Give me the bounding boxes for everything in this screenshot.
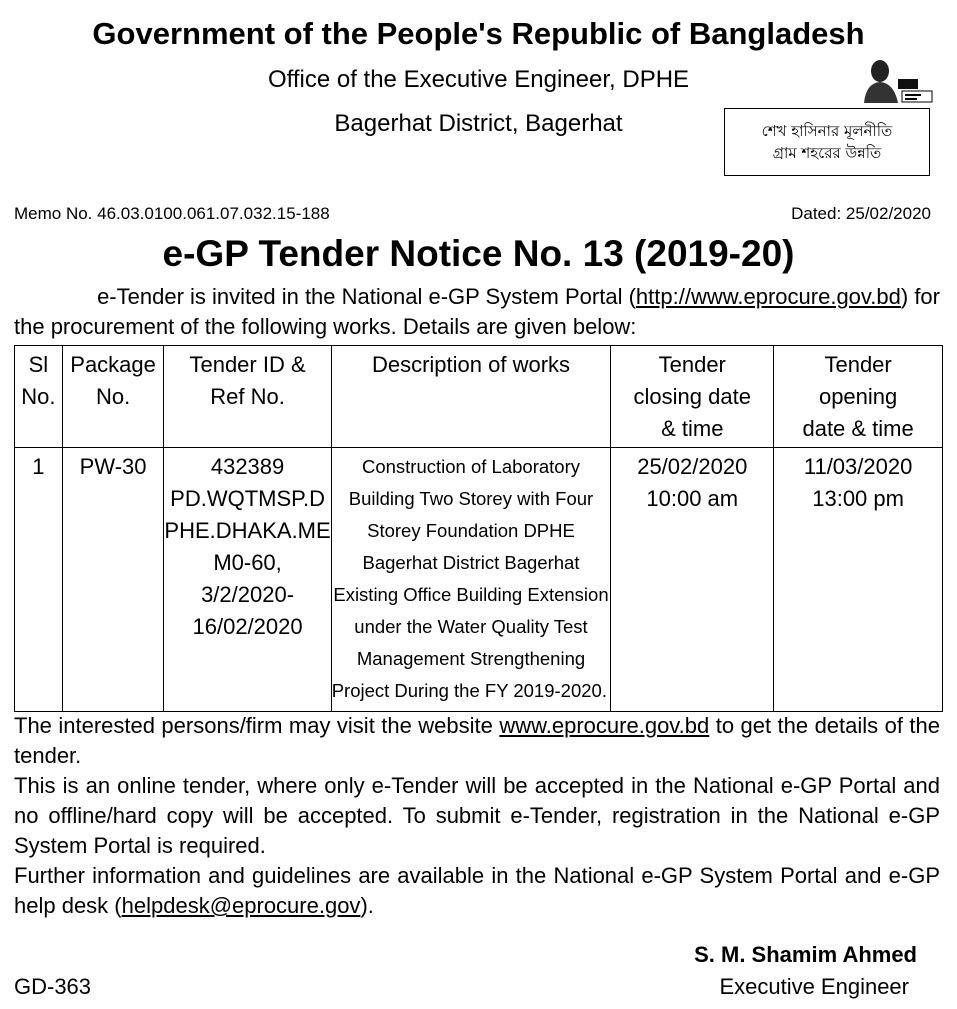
cell-description: Construction of Laboratory Building Two Storey with Four Storey Foundation DPHE Bagerhat District Bagerhat Existing Office Building Extension under the Water Quality Test Management Strengthening Project During the FY 2019-2020. (331, 448, 611, 712)
document-code: GD-363 (14, 974, 92, 999)
cell-tender-id: 432389 PD.WQTMSP.D PHE.DHAKA.ME M0-60, 3/2/2020- 16/02/2020 (164, 448, 331, 712)
helpdesk-email-link[interactable]: helpdesk@eprocure.gov (121, 893, 361, 918)
header-tender-id: Tender ID & Ref No. (164, 346, 331, 448)
slogan-line-2: গ্রাম শহরের উন্নতি (772, 144, 882, 162)
header-closing-date: Tender closing date & time (611, 346, 774, 448)
notice-title: e-GP Tender Notice No. 13 (2019-20) (162, 233, 795, 274)
cell-sl-no: 1 (15, 448, 63, 712)
footer-paragraph-3 (14, 861, 940, 921)
memo-number: Memo No. 46.03.0100.061.07.032.15-188 (14, 204, 330, 223)
office-name: Office of the Executive Engineer, DPHE (267, 66, 690, 93)
slogan-line-1: শেখ হাসিনার মূলনীতি (761, 122, 893, 140)
header-package-no: Package No. (62, 346, 164, 448)
district-name: Bagerhat District, Bagerhat (334, 110, 623, 137)
intro-text-before: e-Tender is invited in the National e-GP System Portal ( (97, 284, 636, 309)
website-link[interactable]: www.eprocure.gov.bd (499, 713, 710, 738)
footer-p1-after: to get the details of the tender. (14, 713, 940, 768)
footer-paragraph-1 (14, 711, 940, 771)
cell-package-no: PW-30 (62, 448, 164, 712)
dated: Dated: 25/02/2020 (791, 204, 931, 223)
portrait-logo (858, 55, 934, 105)
signatory-name: S. M. Shamim Ahmed (694, 942, 917, 967)
header-description: Description of works (331, 346, 611, 448)
table-header-row (15, 346, 943, 448)
footer-p3-after: ). (360, 893, 374, 918)
cell-closing-date: 25/02/2020 10:00 am (611, 448, 774, 712)
intro-paragraph (14, 282, 940, 342)
intro-line-2: the procurement of the following works. Details are given below: (14, 314, 637, 339)
tender-table (14, 345, 943, 712)
document-title: Government of the People's Republic of Bangladesh (92, 16, 865, 51)
header-opening-date: Tender opening date & time (774, 346, 943, 448)
portal-link[interactable]: http://www.eprocure.gov.bd (635, 284, 901, 309)
header-sl-no: Sl No. (15, 346, 63, 448)
table-row (15, 448, 943, 712)
footer-p1-before: The interested persons/firm may visit the website (14, 713, 500, 738)
signatory-title: Executive Engineer (719, 974, 909, 999)
slogan-box (724, 108, 930, 176)
intro-text-after: ) for (900, 284, 940, 309)
footer-paragraph-2: This is an online tender, where only e-Tender will be accepted in the National e-GP Portal and no offline/hard copy will be accepted. To submit e-Tender, registration in the National e-GP System Portal is required. (14, 773, 940, 858)
footer-p3-before: Further information and guidelines are available in the National e-GP System Portal and e-GP help desk ( (14, 863, 940, 918)
cell-opening-date: 11/03/2020 13:00 pm (774, 448, 943, 712)
footer-notes (14, 711, 940, 921)
intro-line-1 (14, 282, 940, 312)
